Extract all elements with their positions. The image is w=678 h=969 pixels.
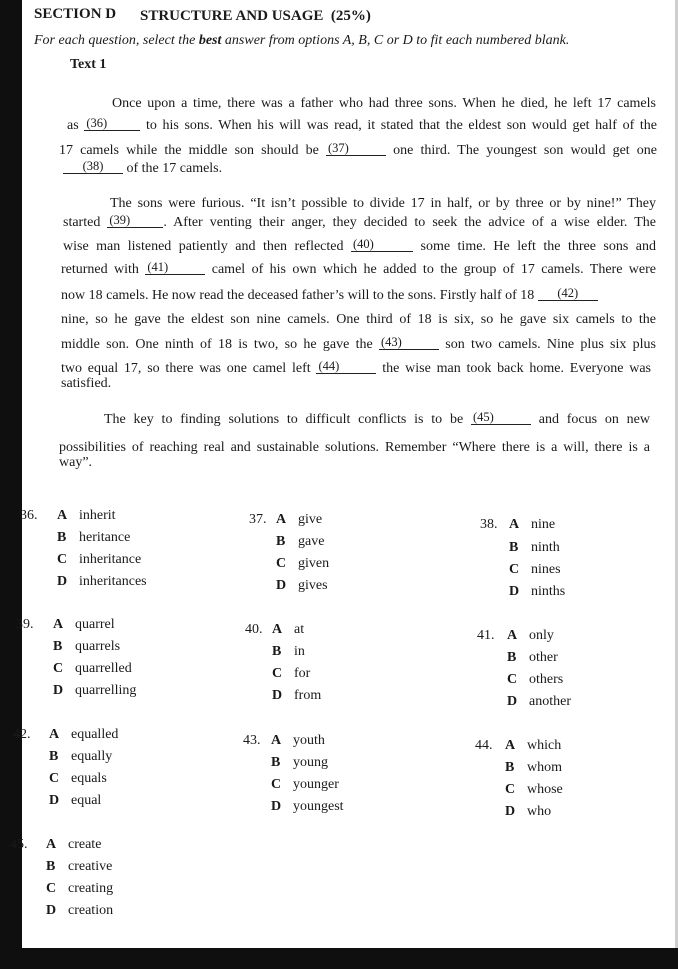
option-b[interactable]: B quarrels: [53, 639, 121, 654]
option-d[interactable]: D inheritances: [57, 574, 147, 589]
blank-37: (37): [326, 142, 386, 156]
option-b[interactable]: B young: [271, 755, 328, 770]
passage-line: returned with (41) camel of his own which he added to the group of 17 camels. There were: [61, 260, 657, 277]
option-a[interactable]: A quarrel: [53, 617, 115, 632]
option-c[interactable]: C younger: [271, 777, 339, 792]
blank-45: (45): [471, 411, 531, 425]
option-b[interactable]: B whom: [505, 760, 562, 775]
option-b[interactable]: B other: [507, 650, 558, 665]
blank-40: (40): [351, 238, 413, 252]
option-d[interactable]: D ninths: [509, 584, 566, 599]
option-d[interactable]: D who: [505, 804, 552, 819]
option-b[interactable]: B equally: [49, 749, 113, 764]
question-number: 36.: [20, 508, 38, 523]
option-c[interactable]: C others: [507, 672, 564, 687]
passage-line: middle son. One ninth of 18 is two, so he gave the (43) son two camels. Nine plus six plus: [61, 335, 657, 352]
option-b[interactable]: B heritance: [57, 530, 131, 545]
passage-line: nine, so he gave the eldest son nine camels. One third of 18 is six, so he gave six camels to the: [61, 312, 656, 327]
passage-line: The sons were furious. “It isn’t possible to divide 17 in half, or by three or by nine!” They: [110, 196, 656, 211]
option-a[interactable]: A at: [272, 622, 305, 637]
option-c[interactable]: C nines: [509, 562, 561, 577]
option-a[interactable]: A only: [507, 628, 554, 643]
option-c[interactable]: C inheritance: [57, 552, 142, 567]
option-d[interactable]: D youngest: [271, 799, 344, 814]
option-a[interactable]: A give: [276, 512, 323, 527]
instructions: For each question, select the best answer from options A, B, C or D to fit each numbered blank.: [34, 33, 570, 48]
option-d[interactable]: D quarrelling: [53, 683, 137, 698]
option-c[interactable]: C for: [272, 666, 311, 681]
blank-41: (41): [145, 261, 205, 275]
question-number: 38.: [480, 517, 498, 532]
section-label: SECTION D: [34, 6, 117, 22]
option-d[interactable]: D creation: [46, 903, 114, 918]
option-b[interactable]: B gave: [276, 534, 325, 549]
passage-line: satisfied.: [61, 376, 112, 391]
question-number: 44.: [475, 738, 493, 753]
question-number: 41.: [477, 628, 495, 643]
question-number: 40.: [245, 622, 263, 637]
passage-line: The key to finding solutions to difficult conflicts is to be (45) and focus on new: [104, 410, 650, 427]
blank-43: (43): [379, 336, 439, 350]
option-d[interactable]: D another: [507, 694, 571, 709]
passage-line: now 18 camels. He now read the deceased father’s will to the sons. Firstly half of 18 (42): [61, 287, 656, 304]
section-title: STRUCTURE AND USAGE (25%): [140, 8, 371, 24]
passage-line: wise man listened patiently and then reflected (40) some time. He left the three sons and: [63, 237, 657, 254]
question-number: 42.: [13, 727, 31, 742]
blank-39: (39): [107, 214, 163, 228]
question-number: 43.: [243, 733, 261, 748]
passage-line: two equal 17, so there was one camel left (44) the wise man took back home. Everyone was: [61, 359, 652, 376]
option-d[interactable]: D from: [272, 688, 322, 703]
question-number: 45.: [10, 837, 28, 852]
option-d[interactable]: D equal: [49, 793, 102, 808]
option-a[interactable]: A equalled: [49, 727, 119, 742]
blank-42: (42): [538, 287, 598, 301]
passage-line: 17 camels while the middle son should be (37) one third. The youngest son would get one: [59, 141, 658, 158]
option-d[interactable]: D gives: [276, 578, 328, 593]
option-c[interactable]: C given: [276, 556, 330, 571]
option-c[interactable]: C whose: [505, 782, 563, 797]
scan-left-border: [0, 0, 22, 969]
passage-line: way”.: [59, 455, 93, 470]
scan-bottom-border: [0, 948, 678, 969]
passage-line: started (39) . After venting their anger, they decided to seek the advice of a wise elder. The: [63, 213, 656, 230]
option-a[interactable]: A which: [505, 738, 562, 753]
passage-line: (38) of the 17 camels.: [63, 160, 222, 177]
option-c[interactable]: C quarrelled: [53, 661, 132, 676]
option-c[interactable]: C equals: [49, 771, 107, 786]
option-c[interactable]: C creating: [46, 881, 114, 896]
question-number: 37.: [249, 512, 267, 527]
question-number: 39.: [16, 617, 34, 632]
option-a[interactable]: A youth: [271, 733, 325, 748]
blank-44: (44): [316, 360, 376, 374]
text-title: Text 1: [70, 57, 107, 72]
option-b[interactable]: B creative: [46, 859, 113, 874]
option-a[interactable]: A nine: [509, 517, 556, 532]
option-b[interactable]: B ninth: [509, 540, 560, 555]
passage-line: as (36) to his sons. When his will was read, it stated that the eldest son would get half of the: [67, 116, 657, 133]
blank-38: (38): [63, 160, 123, 174]
passage-line: possibilities of reaching real and sustainable solutions. Remember “Where there is a will, there is a: [59, 440, 650, 455]
option-a[interactable]: A create: [46, 837, 102, 852]
passage-line: Once upon a time, there was a father who had three sons. When he died, he left 17 camels: [112, 96, 656, 111]
option-b[interactable]: B in: [272, 644, 305, 659]
blank-36: (36): [84, 117, 140, 131]
option-a[interactable]: A inherit: [57, 508, 116, 523]
